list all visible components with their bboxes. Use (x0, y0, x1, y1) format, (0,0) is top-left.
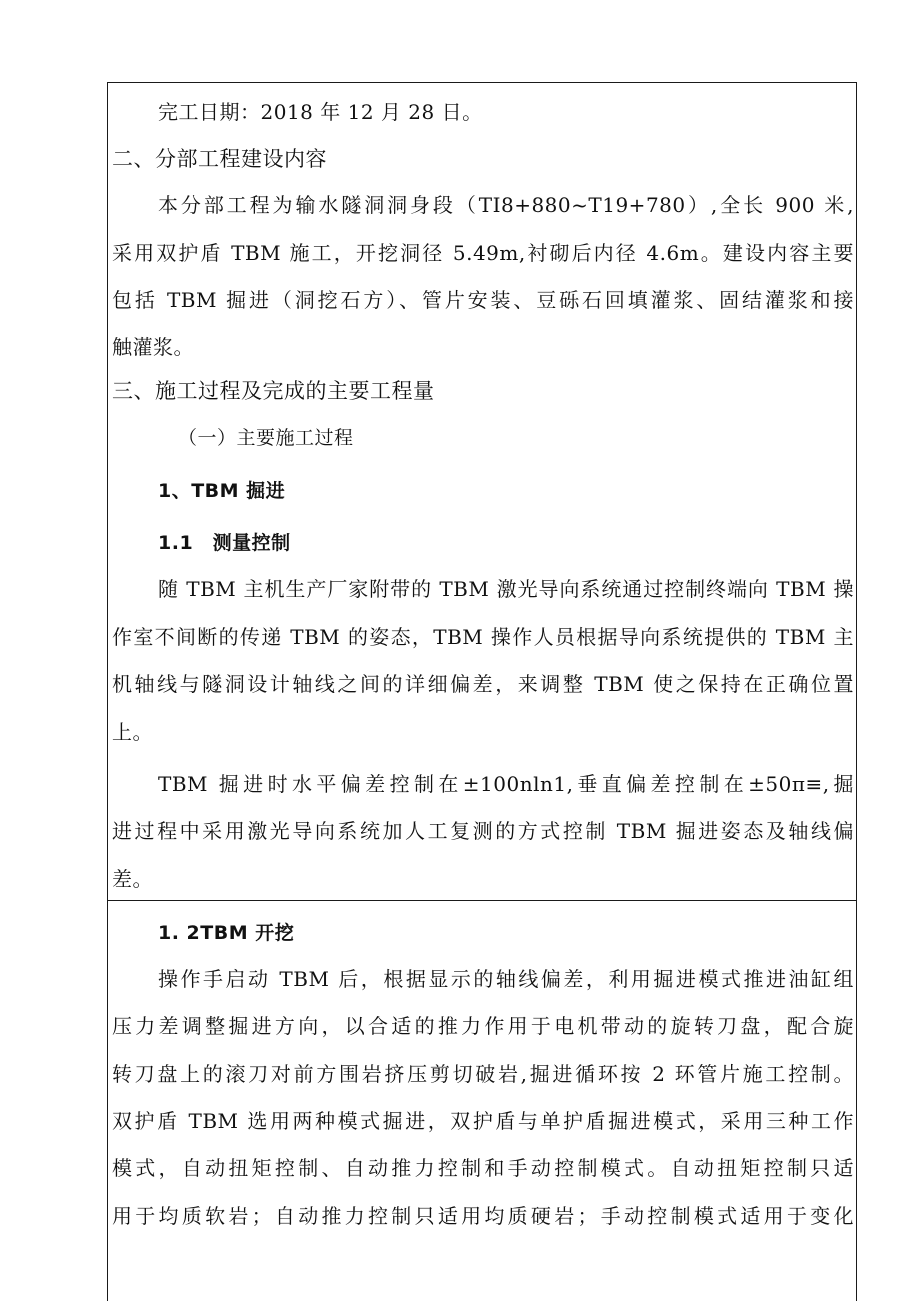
paragraph-line: 差。 (112, 867, 153, 891)
paragraph-line: 操作手启动 TBM 后，根据显示的轴线偏差，利用掘进模式推进油缸组 (158, 967, 854, 991)
paragraph-line: 采用双护盾 TBM 施工，开挖洞径 5.49m,衬砌后内径 4.6m。建设内容主要 (112, 241, 854, 265)
paragraph-line: 双护盾 TBM 选用两种模式掘进，双护盾与单护盾掘进模式，采用三种工作 (112, 1109, 854, 1133)
paragraph-line: 本分部工程为输水隧洞洞身段（TI8+880~T19+780）,全长 900 米, (158, 193, 854, 217)
completion-date-line: 完工日期：2018 年 12 月 28 日。 (158, 100, 483, 124)
paragraph-line: 压力差调整掘进方向，以合适的推力作用于电机带动的旋转刀盘，配合旋 (112, 1014, 854, 1038)
paragraph-line: 进过程中采用激光导向系统加人工复测的方式控制 TBM 掘进姿态及轴线偏 (112, 819, 854, 843)
paragraph-line: 用于均质软岩；自动推力控制只适用均质硬岩；手动控制模式适用于变化 (112, 1204, 854, 1228)
paragraph-line: 上。 (112, 720, 153, 744)
item-1-heading: 1、TBM 掘进 (158, 480, 286, 502)
subsection-heading: （一）主要施工过程 (178, 427, 354, 449)
paragraph-line: 机轴线与隧洞设计轴线之间的详细偏差，来调整 TBM 使之保持在正确位置 (112, 672, 854, 696)
paragraph-line: TBM 掘进时水平偏差控制在±100nln1,垂直偏差控制在±50π≡,掘 (158, 772, 854, 796)
table-row-divider (107, 900, 857, 901)
paragraph-line: 触灌浆。 (112, 335, 194, 359)
item-1-1-heading: 1.1 测量控制 (158, 532, 291, 554)
paragraph-line: 作室不间断的传递 TBM 的姿态，TBM 操作人员根据导向系统提供的 TBM 主 (112, 625, 854, 649)
paragraph-line: 包括 TBM 掘进（洞挖石方）、管片安装、豆砾石回填灌浆、固结灌浆和接 (112, 288, 854, 312)
paragraph-line: 随 TBM 主机生产厂家附带的 TBM 激光导向系统通过控制终端向 TBM 操 (158, 577, 854, 601)
section-3-heading: 三、施工过程及完成的主要工程量 (112, 379, 435, 403)
item-1-2-heading: 1. 2TBM 开挖 (158, 922, 295, 944)
paragraph-line: 转刀盘上的滚刀对前方围岩挤压剪切破岩,掘进循环按 2 环管片施工控制。 (112, 1062, 854, 1086)
section-2-heading: 二、分部工程建设内容 (112, 147, 327, 171)
paragraph-line: 模式，自动扭矩控制、自动推力控制和手动控制模式。自动扭矩控制只适 (112, 1156, 854, 1180)
